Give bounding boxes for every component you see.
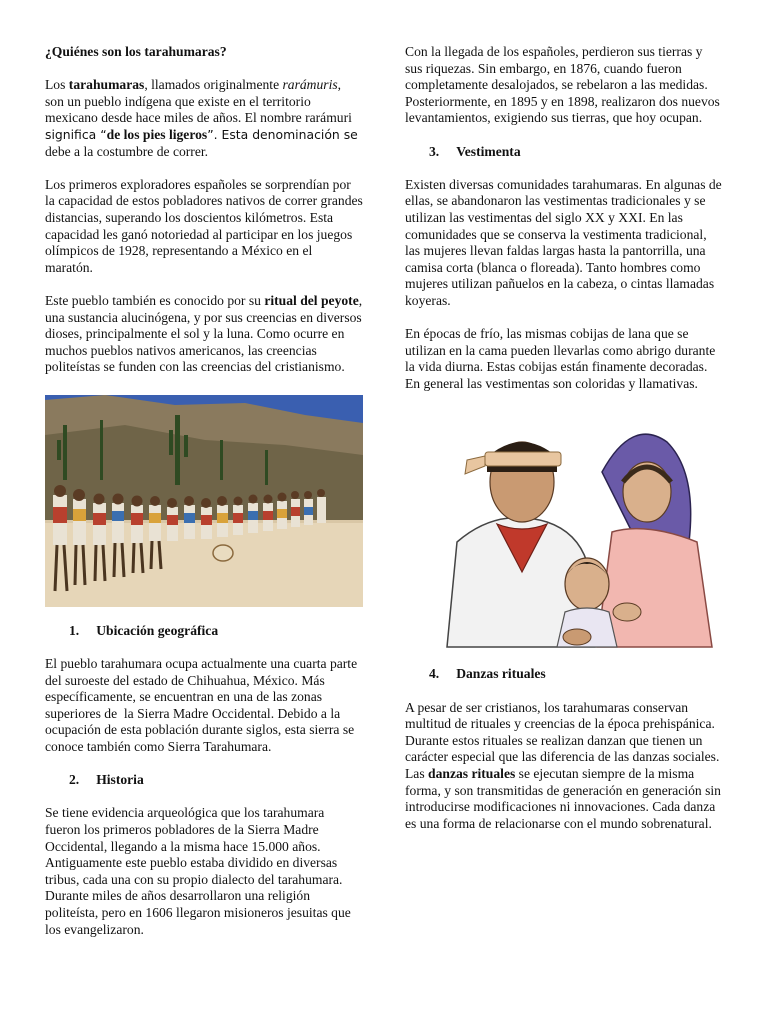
historia-paragraph: Se tiene evidencia arqueológica que los tarahumara fueron los primeros pobladores de la Sierra Madre Occidental, llegando a la misma hace 15.000 años. Antiguamente este pueblo estaba dividido en diversas tribus, cada una con su propio dialecto del tarahumara. Durante miles de años desarrollaron una religión politeísta, pero en 1606 llegaron misioneros jesuitas que los evangelizaron. bbox=[45, 805, 351, 937]
term-tarahumaras: tarahumaras bbox=[68, 77, 145, 93]
ubicacion-paragraph: El pueblo tarahumara ocupa actualmente una cuarta parte del suroeste del estado de Chihuahua, México. Más específicamente, se encuentran en una de las zonas superiores de la Sierra Madre Occidental. Debido a la ocupación de esta población durante siglos, esta sierra se conoce también como Sierra Tarahumara. bbox=[45, 656, 358, 755]
right-column bbox=[405, 44, 723, 832]
section-heading-danzas: 4. Danzas rituales bbox=[429, 666, 546, 682]
section-heading-vestimenta: 3. Vestimenta bbox=[429, 143, 521, 159]
term-danzas-rituales: danzas rituales bbox=[428, 766, 516, 782]
historia-continuation-paragraph: Con la llegada de los españoles, perdieron sus tierras y sus riquezas. Sin embargo, en 1876, cuando fueron completamente desalojados, se rebelaron a las medidas. Posteriormente, en 1895 y en 1898, realizaron dos nuevos levantamientos, exigiendo sus tierras, que hoy ocupan. bbox=[405, 44, 720, 126]
explorers-paragraph: Los primeros exploradores españoles se sorprendían por la capacidad de estos pobladores nativos de correr grandes distancias, superando los doscientos kilómetros. Esta capacidad les ganó notoriedad al participar en los juegos olímpicos de 1928, representando a México en el maratón. bbox=[45, 176, 363, 275]
section-heading-historia: 2. Historia bbox=[69, 772, 144, 788]
vestimenta-paragraph-2: En épocas de frío, las mismas cobijas de lana que se utilizan en la cama pueden llevarlas como abrigo durante la vida diurna. Estas cobijas están finamente decoradas. En general las vestimentas son coloridas y llamativas. bbox=[405, 326, 716, 391]
page-title: ¿Quiénes son los tarahumaras? bbox=[45, 44, 227, 59]
vestimenta-paragraph-1: Existen diversas comunidades tarahumaras. En algunas de ellas, se abandonaron las vestimentas tradicionales y se utilizan las vestimentas del siglo XX y XXI. En las comunidades que se conserva la vestimenta tradicional, las mujeres llevan faldas largas hasta la pantorrilla, una camisa corta (blanca o floreada). Tanto hombres como mujeres utilizan pañuelos en la cabeza, o cintas llamadas koyeras. bbox=[405, 176, 722, 308]
term-raramuris: rarámuris bbox=[282, 77, 338, 93]
tarahumara-family-illustration bbox=[427, 412, 717, 652]
tarahumara-group-photo bbox=[45, 395, 363, 607]
intro-paragraph: Los tarahumaras, llamados originalmente rarámuris, son un pueblo indígena que existe en el territorio mexicano desde hace miles de años. El nombre rarámuri significa “de los pies ligeros”. Esta denominación se debe a la costumbre de correr. bbox=[45, 77, 358, 159]
peyote-paragraph: Este pueblo también es conocido por su ritual del peyote, una sustancia alucinógena, y por sus creencias en diversos dioses, principalmente el sol y la luna. Como ocurre en muchos pueblos nativos americanos, las creencias politeístas se funden con las creencias del cristianismo. bbox=[45, 292, 363, 375]
danzas-paragraph: A pesar de ser cristianos, los tarahumaras conservan multitud de rituales y creencias de la época prehispánica. Durante estos rituales se realizan danzan que tienen un carácter especial que las diferencia de las danzas sociales. Las danzas rituales se ejecutan siempre de la misma forma, y son transmitidas de generación en generación sin introducirse modificaciones ni innovaciones. Cada danza es una forma de relacionarse con el mundo sobrenatural. bbox=[405, 699, 721, 831]
section-heading-ubicacion: 1. Ubicación geográfica bbox=[69, 622, 219, 638]
left-column bbox=[45, 44, 363, 938]
term-ritual-peyote: ritual del peyote bbox=[264, 292, 359, 308]
term-pies-ligeros: de los pies ligeros bbox=[106, 126, 208, 142]
